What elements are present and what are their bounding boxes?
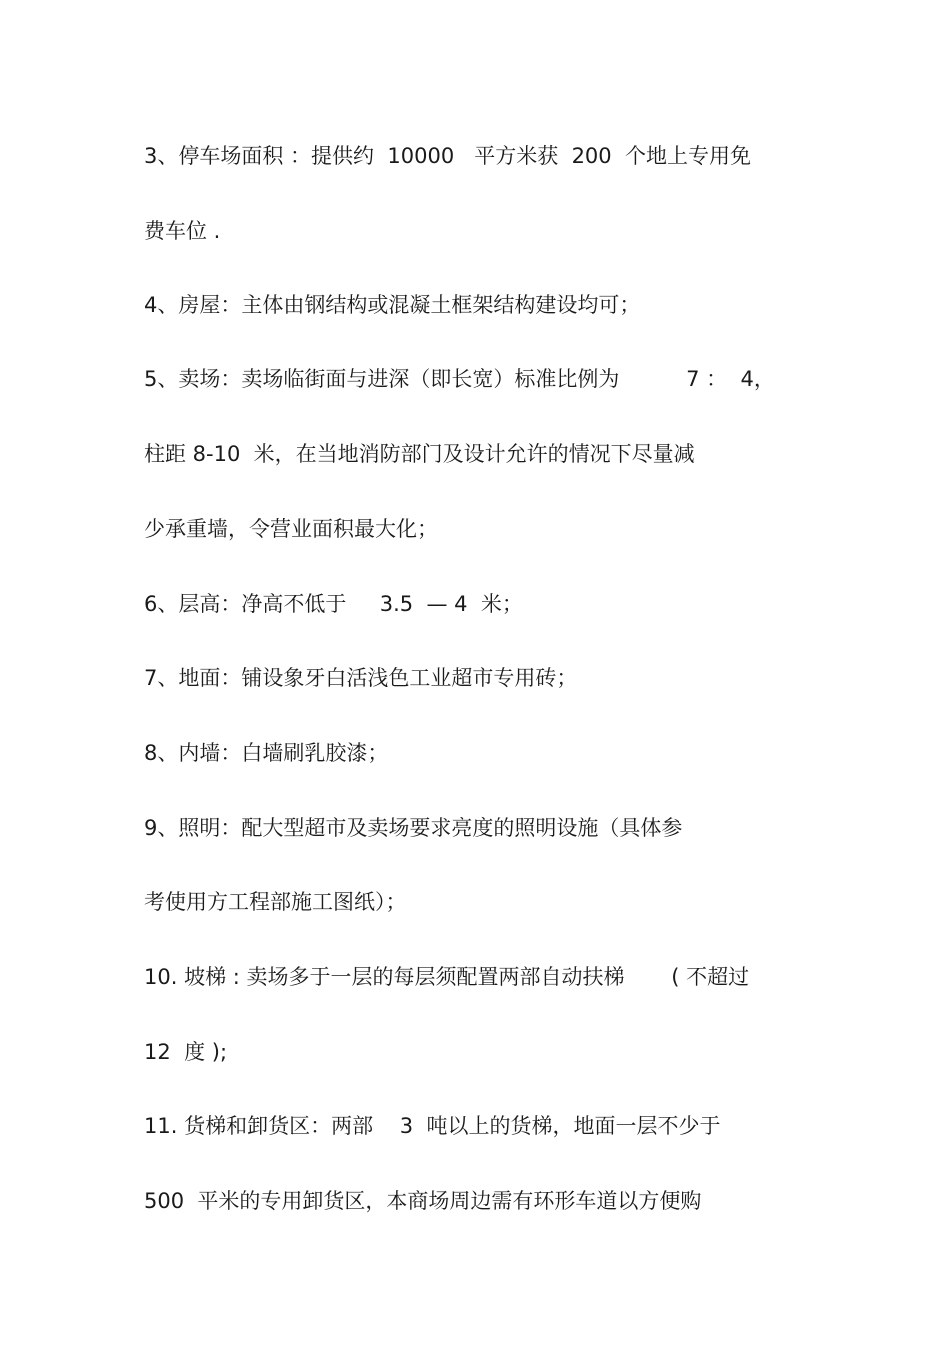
text-line-floor-height: 6、层高：净高不低于 3.5 — 4 米； [144, 592, 523, 616]
text-line-interior-walls: 8、内墙：白墙刷乳胶漆； [144, 741, 389, 765]
text-line-escalator: 10. 坡梯 : 卖场多于一层的每层须配置两部自动扶梯 ( 不超过 [144, 965, 750, 989]
text-line-flooring: 7、地面：铺设象牙白活浅色工业超市专用砖； [144, 666, 578, 690]
text-line-freight-elevator-cont: 500 平米的专用卸货区，本商场周边需有环形车道以方便购 [144, 1189, 702, 1213]
text-line-lighting-cont: 考使用方工程部施工图纸）； [144, 890, 407, 914]
text-line-freight-elevator: 11. 货梯和卸货区：两部 3 吨以上的货梯，地面一层不少于 [144, 1114, 721, 1138]
text-line-sales-floor-cont-1: 柱距 8-10 米，在当地消防部门及设计允许的情况下尽量减 [144, 442, 695, 466]
text-line-parking-area: 3、停车场面积 ：提供约 10000 平方米获 200 个地上专用免 [144, 144, 751, 168]
text-line-lighting: 9、照明：配大型超市及卖场要求亮度的照明设施（具体参 [144, 816, 683, 840]
text-line-parking-area-cont: 费车位 . [144, 219, 221, 243]
text-line-sales-floor: 5、卖场：卖场临街面与进深（即长宽）标准比例为 7 ： 4， [144, 367, 775, 391]
text-line-building: 4、房屋：主体由钢结构或混凝土框架结构建设均可； [144, 293, 641, 317]
text-line-sales-floor-cont-2: 少承重墙，令营业面积最大化； [144, 517, 438, 541]
text-line-escalator-cont: 12 度 ); [144, 1040, 228, 1064]
